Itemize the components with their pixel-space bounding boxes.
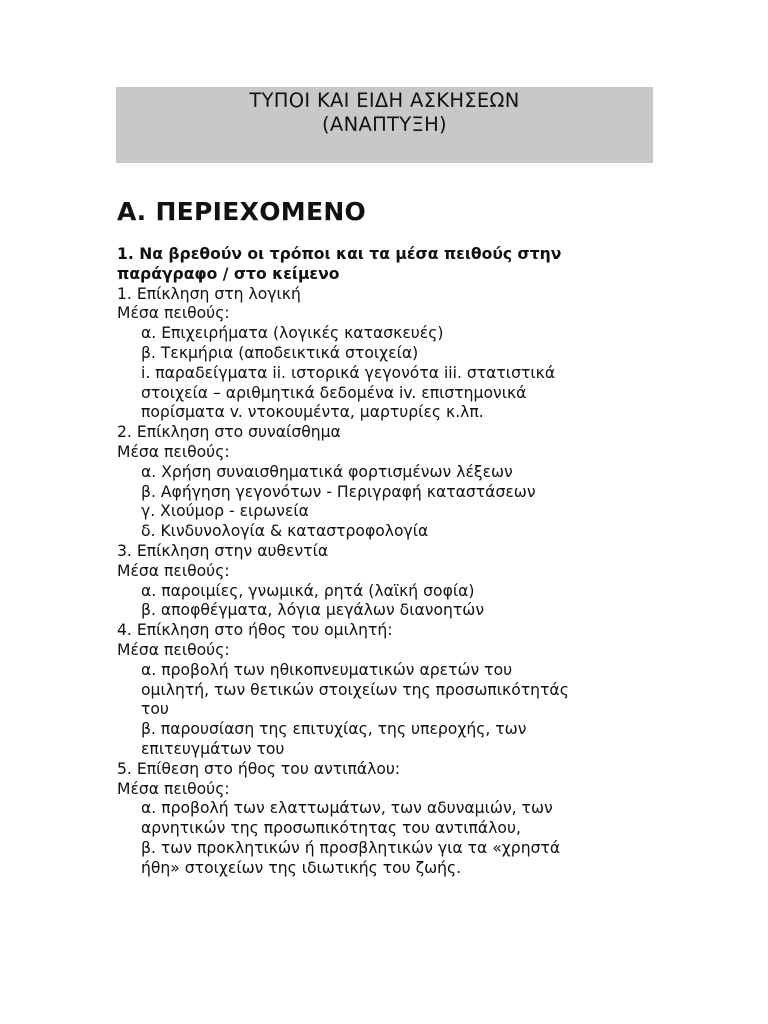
list-item: i. παραδείγματα ii. ιστορικά γεγονότα iii. στατιστικά bbox=[141, 363, 556, 382]
list-item: πορίσματα v. ντοκουμέντα, μαρτυρίες κ.λπ. bbox=[141, 403, 484, 422]
document-title-line-2: (ΑΝΑΠΤΥΞΗ) bbox=[322, 113, 447, 136]
list-item: β. παρουσίαση της επιτυχίας, της υπεροχής, των bbox=[141, 720, 527, 739]
list-item: στοιχεία – αριθμητικά δεδομένα iv. επιστημονικά bbox=[141, 383, 527, 402]
list-item: β. των προκλητικών ή προσβλητικών για τα «χρηστά bbox=[141, 838, 561, 857]
category-heading: 4. Επίκληση στο ήθος του ομιλητή: bbox=[117, 621, 393, 640]
category-heading: 1. Επίκληση στη λογική bbox=[117, 284, 301, 303]
list-item: του bbox=[141, 700, 169, 719]
document-title-line-1: ΤΥΠΟΙ ΚΑΙ ΕΙΔΗ ΑΣΚΗΣΕΩΝ bbox=[249, 89, 520, 112]
exercise-question-line: παράγραφο / στο κείμενο bbox=[117, 264, 340, 283]
list-item: α. Χρήση συναισθηματικά φορτισμένων λέξεων bbox=[141, 462, 513, 481]
title-box bbox=[116, 87, 653, 163]
list-item: α. παροιμίες, γνωμικά, ρητά (λαϊκή σοφία) bbox=[141, 581, 475, 600]
list-item: ήθη» στοιχείων της ιδιωτικής του ζωής. bbox=[141, 858, 462, 877]
list-item: αρνητικών της προσωπικότητας του αντιπάλου, bbox=[141, 819, 521, 838]
list-item: β. αποφθέγματα, λόγια μεγάλων διανοητών bbox=[141, 601, 485, 620]
means-label: Μέσα πειθούς: bbox=[117, 304, 230, 323]
list-item: β. Τεκμήρια (αποδεικτικά στοιχεία) bbox=[141, 343, 419, 362]
list-item: γ. Χιούμορ - ειρωνεία bbox=[141, 502, 309, 521]
category-heading: 3. Επίκληση στην αυθεντία bbox=[117, 541, 329, 560]
means-label: Μέσα πειθούς: bbox=[117, 561, 230, 580]
exercise-question-line: 1. Να βρεθούν οι τρόποι και τα μέσα πειθούς στην bbox=[117, 245, 562, 263]
list-item: α. Επιχειρήματα (λογικές κατασκευές) bbox=[141, 324, 444, 343]
list-item: επιτευγμάτων του bbox=[141, 739, 285, 758]
list-item: δ. Κινδυνολογία & καταστροφολογία bbox=[141, 522, 429, 541]
means-label: Μέσα πειθούς: bbox=[117, 779, 230, 798]
category-heading: 2. Επίκληση στο συναίσθημα bbox=[117, 423, 341, 442]
list-item: α. προβολή των ελαττωμάτων, των αδυναμιών, των bbox=[141, 799, 553, 818]
means-label: Μέσα πειθούς: bbox=[117, 640, 230, 659]
means-label: Μέσα πειθούς: bbox=[117, 442, 230, 461]
list-item: β. Αφήγηση γεγονότων - Περιγραφή καταστάσεων bbox=[141, 482, 536, 501]
document-body bbox=[117, 245, 657, 879]
list-item: ομιλητή, των θετικών στοιχείων της προσωπικότητάς bbox=[141, 680, 569, 699]
section-heading: Α. ΠΕΡΙΕΧΟΜΕΝΟ bbox=[117, 197, 367, 226]
list-item: α. προβολή των ηθικοπνευματικών αρετών του bbox=[141, 660, 513, 679]
category-heading: 5. Επίθεση στο ήθος του αντιπάλου: bbox=[117, 759, 401, 778]
